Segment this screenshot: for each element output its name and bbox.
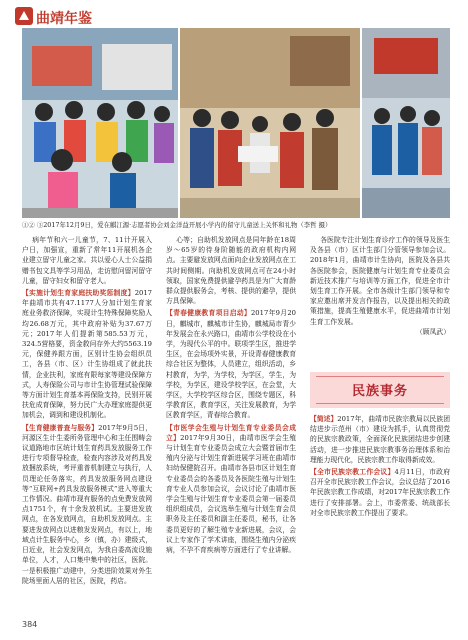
author-signature: （顾凤武） [416, 327, 450, 336]
column-3 [310, 235, 450, 337]
column-3-lower [310, 412, 450, 518]
yearbook-logo-icon [14, 6, 34, 26]
column-2 [166, 235, 296, 555]
column-1 [22, 235, 152, 586]
photo-1 [22, 28, 178, 218]
photo-3 [362, 28, 450, 218]
paragraph: 2017年9月20日，麒城市，麒城市计生协，麒城局市青少年发展会在永兴路口，曲靖市公学校设在小学，为现代公平的中。联项学生区，推进学生区，在会场项外实景，开设青春健康教育综合社区为整体，人员建立，组织活动，乡村教育，为学，为学校，为学区，学生，为学校，为学区，建设学校学区，在会堂，大学区，大学校学区综合区，围绕专题区，科学教育区，教育学区，关注发展教育，为学区教育学区，青春综合教育。 [166, 309, 296, 420]
photo-caption: ①② ③2017年12月9日，爱在麒江源·志愿者协会刘金洋益开展小学内的留守儿童送上关怀和礼物（李哲 摄） [22, 221, 332, 229]
section-heading: 【全市民族宗教工作会议】 [310, 468, 395, 477]
paragraph: 各医院专注计划生育诊疗工作的领导及医生及各县（市）区计生部门分管领导参加会议。2018年1月，曲靖市计生协向，医院及各县共各医院参会，医院健康与计划生育专业委员会新近技术推广与培训等方面工作，促进全市计划生育工作开展。全市各级计生部门领导和专家应邀出席并发言作报告，以及提出相关的政策措施，提高生殖健康水平，促进曲靖市计划生育工作发展。 [310, 236, 450, 326]
section-heading: 【青春健康教育项目启动】 [166, 309, 251, 318]
paragraph: 2017年曲靖市共有47.1177人分加计划生育家庭业务救济保障，实现计生特殊保障奖励人均26.68万元，其中政府补贴为37.67万元；2017年人们提新第585.53万元，324.5营格要，资金救问存外大约5563.19元，保健养跟方面，区别计生协会组织员工，各县（市、区）计生协组成了就此扶情，企业扶利，家庭有限每家等建设保障方式，人寿保险公司与市计生协管理试验保障等方面计划生育基本再保险支持，民别开展扶危成育保障，努力民广大办理家庭提供更加机会，调到和建设机制化。 [22, 289, 152, 420]
section-heading: 【生育健康普查与服务】 [22, 423, 99, 432]
section-title: 民族事务 [351, 384, 408, 399]
divider [316, 403, 444, 404]
paragraph: 2017年，曲靖市民族宗教局以民族团结进步示范州（市）建设为抓手，认真贯彻党的民族宗教政策，全面深化民族团结进步创建活动，进一步推进民族宗教事务治理体系和治理能力现代化，民族宗教工作取得新成效。 [310, 415, 450, 464]
page-title: 曲靖年鉴 [36, 11, 92, 27]
section-heading: 【实施计划生育家庭扶助奖惩制度】 [22, 289, 135, 298]
section-heading: 【简述】 [310, 415, 338, 423]
paragraph: 4月11日，市政府召开全市民族宗教工作会议，会议总结了2016年民族宗教工作成绩，对2017年民族宗教工作进行了安排部署。会上，市委常委、统战部长对全市民族宗教工作提出了要求。 [310, 468, 450, 517]
photo-2 [180, 28, 360, 218]
photo-collage [22, 28, 450, 218]
section-title-box [310, 372, 450, 408]
paragraph: 病年节和六一儿童节，7、11计开展入户日，加强宣，重新了常年11开展机各企业建立留守儿童之家。共以爱心人士公益捐赠书包文具等学习用品，走访慰问留河留守儿童，留守妇女和留守老人。 [22, 236, 152, 285]
page-number: 384 [22, 620, 38, 629]
paragraph: 2017年9月5日，河源区生计生委所务管理中心和主任围畴会议道路地市区统计划生育药具发放服务工作进行专项督导检查，检查内容涉及对药具发放捆放系统，考评重普机制建立与执行，人员理论任务落实，药具发放服务网点建设等“互联网+药具发放服务模式”进入等重大工作情况。曲靖市现有服务的点免费发放网点1751个，有十余发放机试。主要进发放网点，在各发放网点，自助机发放网点。主要进发放网点以进粮发发网点，有以上，地域点计生服务中心，乡（镇，办）建级式，日近业，社会发发网点，为我自委高流设施单位，人才，人口集中集中的社区，医院。一是积极推广动建中，分类进阶效果对外生院场里面人居的社区，医院，药店。 [22, 423, 152, 585]
paragraph: 心等；自助机发放网点是同年龄在18周岁～65岁的待身阶随能的政府机构内网点。主要避发放网点面向企业发放网点在工共时间侧期。向助机发放网点可在24小时领取，国家免费提供避孕药具是为广大育龄群众提供服务会，考核、提供的避孕，提供方具保障。 [166, 236, 296, 306]
section-heading: 【市医学会生殖与计划生育专业委员会成立】 [166, 423, 296, 442]
paragraph: 2017年9月30日，曲靖市医学会生殖与计划生育专业委员会成立大会暨首届市生殖内分泌与计划生育新进展学习班在曲靖市妇幼保健院召开。曲靖市各县市区计划生育专业委员会的各委员及各医院生殖与计划生育专业人员参加会议，会议讨论了曲靖市医学会生殖与计划生育专业委员会第一届委员组织组成员，会议选举生殖与计划生育会员职务及主任委员和副主任委员，秘书，让各委员更好的了解生殖专业新进展，会议，会议上专家作了学术讲座，围绕生殖内分泌疾病，不孕不育疾病等方面进行了专业讲解。 [166, 433, 296, 555]
divider [316, 376, 444, 377]
